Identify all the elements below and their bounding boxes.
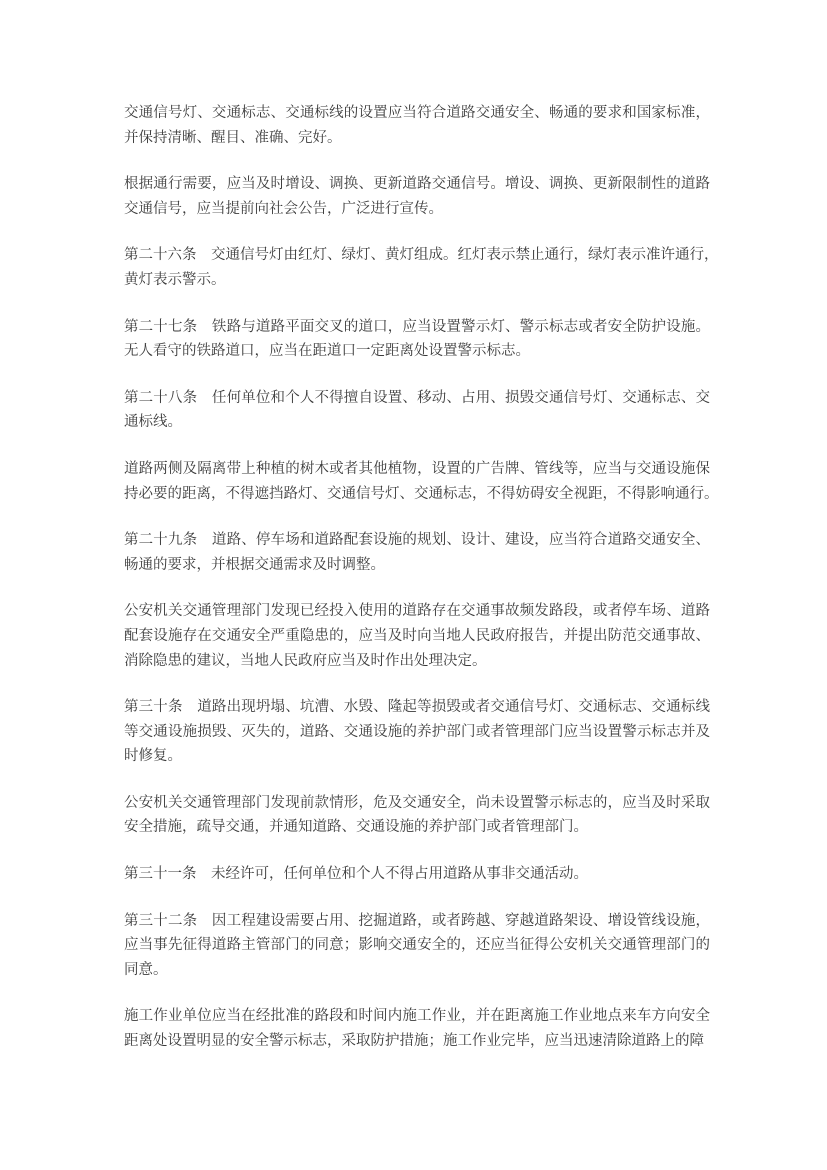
text-line: 公安机关交通管理部门发现已经投入使用的道路存在交通事故频发路段，或者停车场、道路 [124,603,710,620]
text-line: 时修复。 [124,748,182,765]
text-line: 无人看守的铁路道口，应当在距道口一定距离处设置警示标志。 [124,343,530,360]
paragraph [124,1004,710,1053]
text-line: 道路两侧及隔离带上种植的树木或者其他植物，设置的广告牌、管线等，应当与交通设施保 [124,460,710,477]
paragraph [124,315,710,364]
text-line: 第二十六条 交通信号灯由红灯、绿灯、黄灯组成。红灯表示禁止通行，绿灯表示准许通行， [124,247,719,264]
text-line: 第三十二条 因工程建设需要占用、挖掘道路，或者跨越、穿越道路架设、增设管线设施， [124,912,710,929]
text-line: 交通信号灯、交通标志、交通标线的设置应当符合道路交通安全、畅通的要求和国家标准， [124,105,710,121]
text-line: 安全措施，疏导交通，并通知道路、交通设施的养护部门或者管理部门。 [124,819,588,836]
paragraph [124,695,710,769]
paragraph [124,172,710,221]
text-line: 等交通设施损毁、灭失的，道路、交通设施的养护部门或者管理部门应当设置警示标志并及 [124,723,710,740]
paragraph [124,528,710,577]
text-line: 并保持清晰、醒目、准确、完好。 [124,129,342,146]
paragraph [124,909,710,983]
text-line: 交通信号，应当提前向社会公告，广泛进行宣传。 [124,200,443,217]
text-line: 第二十七条 铁路与道路平面交叉的道口，应当设置警示灯、警示标志或者安全防护设施。 [124,318,710,335]
text-line: 消除隐患的建议，当地人民政府应当及时作出处理决定。 [124,652,487,669]
paragraph [124,862,710,887]
text-line: 施工作业单位应当在经批准的路段和时间内施工作业，并在距离施工作业地点来车方向安全 [124,1008,710,1025]
text-line: 持必要的距离，不得遮挡路灯、交通信号灯、交通标志，不得妨碍安全视距，不得影响通行。 [124,485,719,502]
text-line: 黄灯表示警示。 [124,271,226,288]
text-line: 第二十九条 道路、停车场和道路配套设施的规划、设计、建设，应当符合道路交通安全、 [124,532,710,549]
paragraph [124,386,710,435]
text-line: 通标线。 [124,414,182,431]
document-body [124,101,719,1054]
paragraph [124,243,719,292]
paragraph [124,101,710,150]
text-line: 第三十一条 未经许可，任何单位和个人不得占用道路从事非交通活动。 [124,866,588,883]
paragraph [124,791,710,840]
text-line: 同意。 [124,961,168,978]
text-line: 公安机关交通管理部门发现前款情形，危及交通安全，尚未设置警示标志的，应当及时采取 [124,794,710,811]
text-line: 根据通行需要，应当及时增设、调换、更新道路交通信号。增设、调换、更新限制性的道路 [124,176,710,193]
text-line: 第二十八条 任何单位和个人不得擅自设置、移动、占用、损毁交通信号灯、交通标志、交 [124,389,710,406]
text-line: 配套设施存在交通安全严重隐患的，应当及时向当地人民政府报告，并提出防范交通事故、 [124,627,710,644]
text-line: 距离处设置明显的安全警示标志，采取防护措施；施工作业完毕，应当迅速清除道路上的障 [124,1033,704,1050]
paragraph [124,457,719,506]
paragraph [124,599,710,673]
text-line: 应当事先征得道路主管部门的同意；影响交通安全的，还应当征得公安机关交通管理部门的 [124,937,710,954]
text-line: 第三十条 道路出现坍塌、坑漕、水毁、隆起等损毁或者交通信号灯、交通标志、交通标线 [124,699,710,716]
text-line: 畅通的要求，并根据交通需求及时调整。 [124,556,385,573]
